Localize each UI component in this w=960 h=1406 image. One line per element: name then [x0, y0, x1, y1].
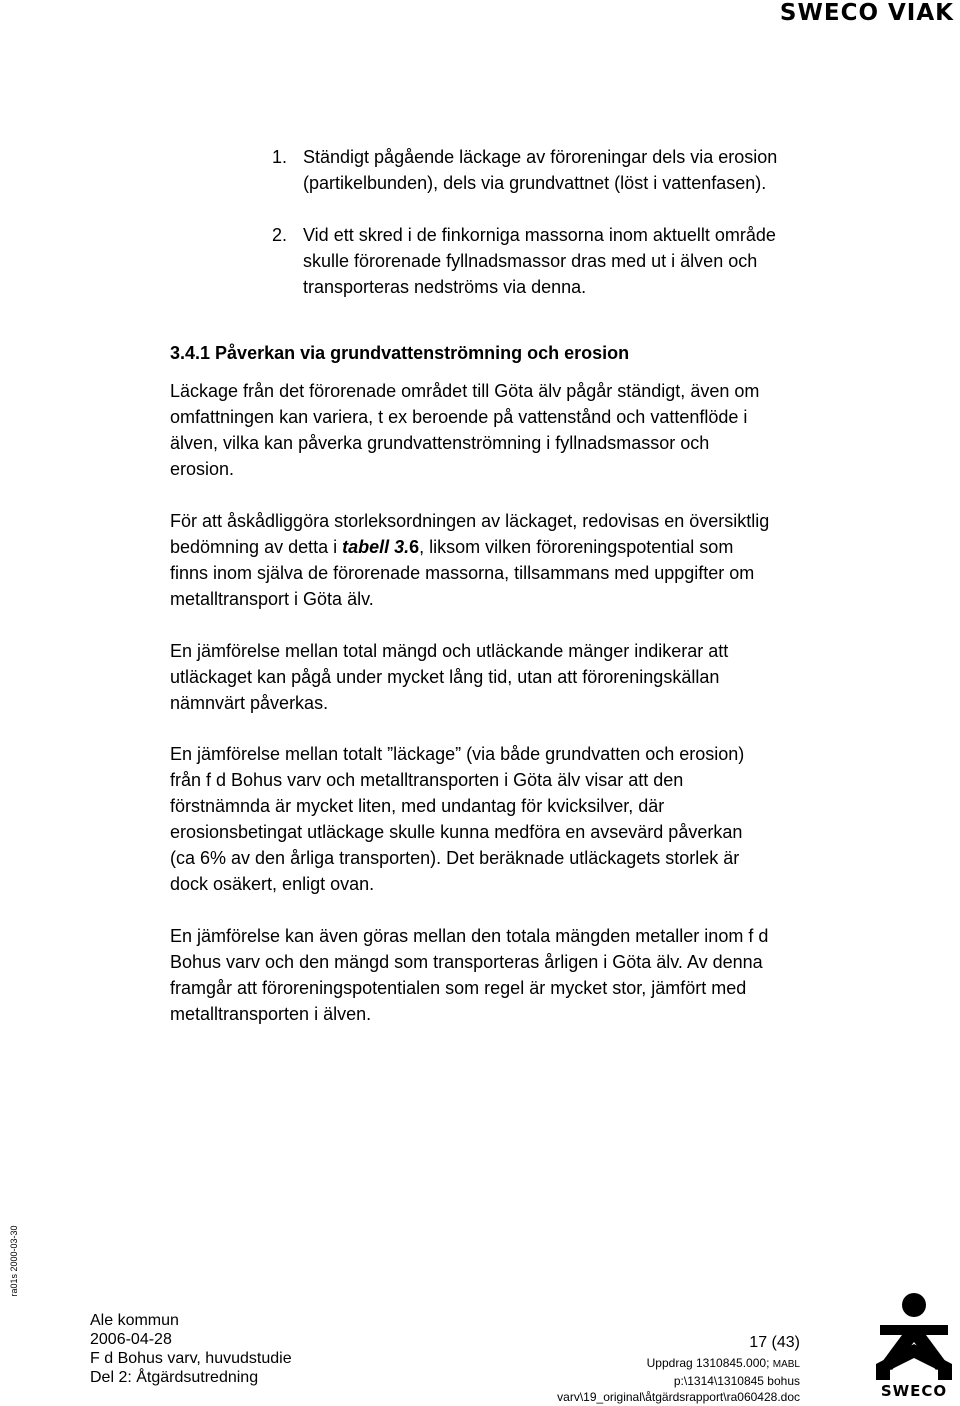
assignment-code: Uppdrag 1310845.000;: [646, 1356, 770, 1370]
body-text: [170, 378, 890, 1053]
text-fragment: bedömning av detta i: [170, 537, 343, 557]
text-line: skulle förorenade fyllnadsmassor dras med ut i älven och: [303, 251, 758, 271]
text-line: Bohus varv och den mängd som transporteras årligen i Göta älv. Av denna: [170, 952, 763, 972]
text-line: metalltransporten i älven.: [170, 1004, 372, 1024]
logo-wordmark: SWECO: [880, 1382, 948, 1400]
text-line: dock osäkert, enligt ovan.: [170, 874, 375, 894]
text-line: erosion.: [170, 459, 235, 479]
document-template-id: ra01s 2000-03-30: [9, 1225, 19, 1297]
footer-client: Ale kommun: [90, 1312, 179, 1329]
text-line: älven, vilka kan påverka grundvattenströmning i fyllnadsmassor och: [170, 433, 710, 453]
text-line: nämnvärt påverkas.: [170, 693, 329, 713]
paragraph: [170, 508, 890, 612]
table-reference-number: 6: [409, 537, 420, 557]
text-line: från f d Bohus varv och metalltransporten i Göta älv visar att den: [170, 770, 684, 790]
text-line: För att åskådliggöra storleksordningen av läckaget, redovisas en översiktlig: [170, 511, 770, 531]
sweco-logo: [874, 1290, 954, 1406]
text-line: omfattningen kan variera, t ex beroende på vattenstånd och vattenflöde i: [170, 407, 748, 427]
paragraph: [170, 741, 890, 897]
author-initials: MABL: [772, 1359, 800, 1370]
section-heading: 3.4.1 Påverkan via grundvattenströmning och erosion: [170, 343, 630, 363]
text-line: Vid ett skred i de finkorniga massorna inom aktuellt område: [303, 225, 776, 245]
text-line: metalltransport i Göta älv.: [170, 589, 374, 609]
numbered-list: [272, 144, 892, 300]
list-item: [272, 222, 892, 300]
text-line: (ca 6% av den årliga transporten). Det beräknade utläckagets storlek är: [170, 848, 740, 868]
text-line: (partikelbunden), dels via grundvattnet (löst i vattenfasen).: [303, 173, 767, 193]
list-item: [272, 144, 892, 196]
sweco-figure-icon: [874, 1290, 954, 1382]
brand-name: SWECO VIAK: [779, 0, 954, 26]
text-fragment: , liksom vilken föroreningspotential som: [419, 537, 734, 557]
list-number: 1.: [272, 147, 288, 167]
text-line: erosionsbetingat utläckage skulle kunna medföra en avsevärd påverkan: [170, 822, 743, 842]
text-line: transporteras nedströms via denna.: [303, 277, 587, 297]
paragraph: [170, 378, 890, 482]
text-line: En jämförelse mellan total mängd och utläckande mänger indikerar att: [170, 641, 729, 661]
text-line: utläckaget kan pågå under mycket lång tid, utan att föroreningskällan: [170, 667, 720, 687]
text-line: förstnämnda är mycket liten, med undantag för kvicksilver, där: [170, 796, 665, 816]
text-line: Läckage från det förorenade området till Göta älv pågår ständigt, även om: [170, 381, 760, 401]
table-reference: tabell 3.: [342, 537, 410, 557]
list-text: [303, 144, 777, 196]
text-line: finns inom själva de förorenade massorna, tillsammans med uppgifter om: [170, 563, 755, 583]
file-path: varv\19_original\åtgärdsrapport\ra060428.doc: [557, 1390, 800, 1404]
list-text: [303, 222, 776, 300]
footer-reference: [557, 1333, 800, 1405]
text-line: En jämförelse mellan totalt ”läckage” (via både grundvatten och erosion): [170, 744, 745, 764]
file-path: p:\1314\1310845 bohus: [673, 1374, 800, 1388]
text-line: framgår att föroreningspotentialen som regel är mycket stor, jämfört med: [170, 978, 747, 998]
text-line: En jämförelse kan även göras mellan den totala mängden metaller inom f d: [170, 926, 769, 946]
footer-info: [90, 1311, 292, 1387]
footer-date: 2006-04-28: [90, 1331, 172, 1348]
assignment-number: [557, 1355, 800, 1373]
footer-project: F d Bohus varv, huvudstudie: [90, 1350, 292, 1367]
footer-part: Del 2: Åtgärdsutredning: [90, 1369, 259, 1386]
list-number: 2.: [272, 225, 288, 245]
text-line: Ständigt pågående läckage av föroreningar dels via erosion: [303, 147, 778, 167]
paragraph: [170, 923, 890, 1027]
paragraph: [170, 638, 890, 716]
page-number: 17 (43): [749, 1334, 800, 1351]
